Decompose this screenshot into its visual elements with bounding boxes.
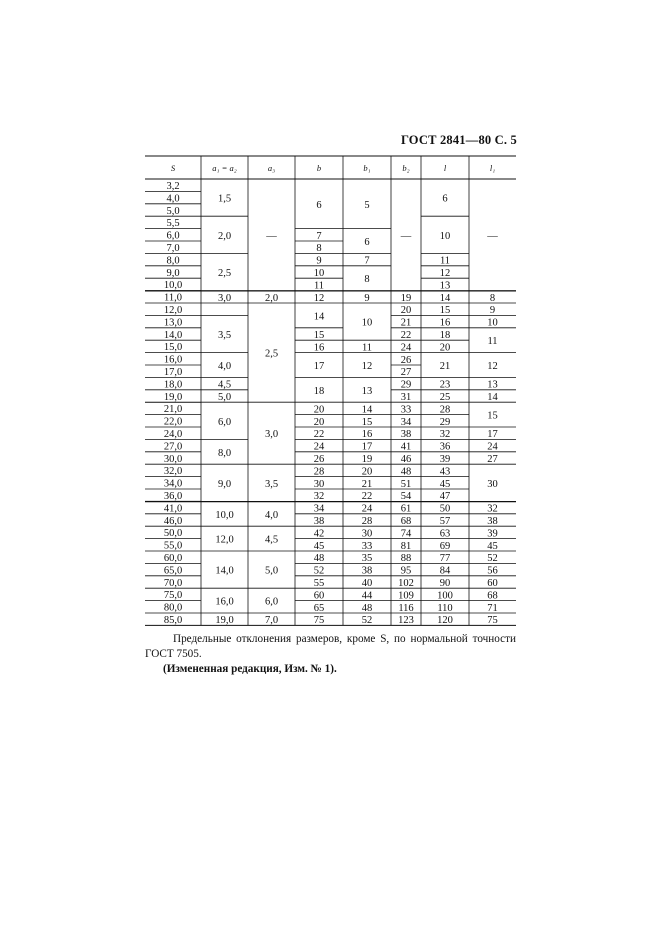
table-cell-value: 30: [487, 478, 498, 490]
table-cell-value: 32: [487, 503, 498, 515]
table-cell-value: 88: [400, 553, 412, 565]
table-cell-value: 10: [313, 268, 325, 279]
table-cell-value: 6: [442, 193, 448, 205]
table-cell-value: 16,0: [215, 596, 234, 608]
table-cell-value: 60: [487, 578, 498, 589]
table-cell-value: 56: [487, 565, 498, 577]
size-s-value: 60,0: [163, 553, 183, 564]
table-cell-value: 12: [487, 361, 498, 372]
table-cell-value: 100: [437, 590, 453, 602]
table-cell-value: 22: [361, 491, 373, 503]
table-cell-value: 28: [439, 404, 451, 416]
table-cell-value: 13: [361, 385, 373, 397]
table-cell-value: 8: [364, 274, 370, 286]
table-cell-value: 3,0: [217, 292, 232, 304]
table-cell-value: 4,5: [217, 379, 232, 391]
table-cell-value: 16: [439, 317, 451, 329]
table-cell-value: 75: [487, 615, 498, 627]
table-cell-value: 20: [361, 466, 373, 478]
table-cell-value: 45: [313, 540, 325, 552]
table-cell-value: 54: [400, 491, 412, 503]
table-cell-value: 18: [313, 385, 325, 397]
size-s-value: 3,2: [166, 181, 180, 192]
table-cell-value: 28: [361, 516, 373, 527]
table-cell-value: 65: [313, 602, 325, 614]
table-cell-value: 4,5: [264, 534, 279, 546]
table-cell-value: 34: [313, 503, 325, 515]
table-cell-value: 39: [439, 454, 451, 465]
table-cell-value: 110: [437, 602, 453, 614]
size-s-value: 32,0: [163, 466, 183, 478]
table-cell-value: 10,0: [215, 509, 234, 521]
table-cell-value: 28: [313, 466, 325, 478]
table-cell-value: 4,0: [264, 509, 279, 521]
table-cell-value: 12: [313, 292, 325, 304]
table-cell-value: 32: [439, 429, 451, 441]
table-cell-value: 48: [361, 602, 373, 614]
size-s-value: 11,0: [164, 292, 182, 304]
table-cell-value: 30: [313, 478, 325, 490]
size-s-value: 30,0: [163, 453, 183, 465]
table-cell-value: 10: [487, 317, 498, 329]
size-s-value: 21,0: [163, 404, 183, 416]
table-cell-value: 63: [439, 528, 451, 540]
size-s-value: 80,0: [163, 602, 183, 614]
size-s-value: 9,0: [166, 267, 180, 279]
table-cell-value: 43: [439, 466, 451, 478]
table-cell-value: 21: [361, 478, 373, 490]
table-cell-value: 27: [487, 454, 498, 465]
size-s-value: 16,0: [163, 354, 183, 366]
table-cell-value: 60: [313, 590, 325, 602]
table-cell-value: 14: [439, 292, 451, 304]
table-cell-value: 71: [487, 602, 498, 614]
table-cell-value: 14,0: [215, 565, 234, 577]
table-cell-value: 51: [400, 478, 412, 490]
table-cell-value: 74: [400, 528, 412, 540]
column-header: S: [170, 163, 176, 173]
size-s-value: 65,0: [163, 565, 183, 577]
table-cell-value: 6: [364, 237, 370, 248]
table-cell-value: —: [266, 230, 277, 242]
table-cell-value: 90: [439, 578, 451, 589]
column-header: a₁ = a₂: [212, 163, 237, 173]
table-cell-value: 25: [439, 392, 451, 403]
table-cell-value: 120: [437, 615, 453, 627]
table-cell-value: 109: [398, 590, 414, 602]
table-cell-value: 14: [487, 392, 498, 403]
table-cell-value: 33: [400, 404, 412, 416]
table-cell-value: 95: [400, 565, 412, 577]
table-cell-value: 15: [487, 410, 498, 422]
table-cell-value: 9: [489, 305, 496, 317]
table-cell-value: 8: [316, 243, 322, 255]
table-cell-value: 45: [439, 478, 451, 490]
size-s-value: 10,0: [163, 280, 183, 292]
table-cell-value: 7,0: [264, 615, 279, 627]
table-cell-value: 7: [364, 255, 370, 267]
table-cell-value: 22: [400, 330, 412, 341]
table-cell-value: 19: [361, 454, 373, 465]
size-s-value: 12,0: [163, 305, 183, 316]
table-cell-value: 5,0: [264, 565, 279, 577]
table-cell-value: 2,0: [217, 230, 232, 242]
table-cell-value: 31: [400, 392, 412, 403]
table-cell-value: 81: [400, 540, 412, 552]
table-cell-value: 38: [487, 516, 498, 527]
table-cell-value: 52: [313, 565, 325, 577]
table-cell-value: 11: [439, 255, 451, 267]
table-cell-value: 29: [439, 416, 451, 428]
size-s-value: 34,0: [163, 478, 183, 490]
size-s-value: 46,0: [163, 515, 183, 527]
table-cell-value: 68: [487, 590, 498, 602]
table-cell-value: 6,0: [217, 416, 232, 428]
table-cell-value: 75: [313, 615, 325, 627]
table-cell-value: 5: [364, 199, 370, 211]
column-header: b: [316, 163, 322, 173]
table-cell-value: 44: [361, 590, 373, 602]
table-cell-value: 15: [439, 305, 451, 317]
table-cell-value: 6,0: [264, 596, 279, 608]
table-cell-value: 50: [439, 503, 451, 515]
table-cell-value: 29: [400, 379, 412, 391]
table-cell-value: 14: [313, 311, 325, 323]
table-cell-value: 38: [400, 429, 412, 441]
size-s-value: 19,0: [163, 391, 183, 403]
table-cell-value: 18: [439, 330, 451, 341]
table-cell-value: 12: [361, 361, 373, 372]
size-s-value: 24,0: [163, 429, 183, 440]
table-cell-value: 9,0: [217, 478, 232, 490]
table-cell-value: 21: [439, 361, 451, 372]
table-cell-value: 20: [313, 416, 325, 428]
table-cell-value: 21: [400, 317, 412, 329]
table-cell-value: 48: [313, 553, 325, 565]
table-cell-value: 68: [400, 516, 412, 527]
table-cell-value: —: [487, 230, 498, 242]
table-cell-value: 6: [316, 199, 322, 211]
table-cell-value: 10: [439, 230, 451, 242]
table-cell-value: 123: [398, 615, 414, 627]
table-cell-value: 24: [487, 441, 498, 453]
size-s-value: 85,0: [163, 615, 183, 626]
column-header: l: [443, 163, 447, 173]
size-s-value: 18,0: [163, 379, 183, 391]
table-cell-value: 12: [439, 268, 451, 279]
table-cell-value: 17: [313, 361, 325, 372]
revision-note: (Измененная редакция, Изм. № 1).: [163, 663, 337, 675]
table-cell-value: 3,0: [264, 429, 279, 441]
table-cell-value: 13: [487, 379, 498, 391]
size-s-value: 75,0: [163, 590, 183, 602]
table-cell-value: 36: [439, 441, 451, 453]
table-cell-value: 55: [313, 578, 325, 589]
table-cell-value: 27: [400, 367, 412, 379]
column-header: b₂: [402, 163, 410, 173]
column-header: l₁: [489, 163, 496, 173]
column-header: a₃: [267, 163, 276, 173]
table-cell-value: 40: [361, 578, 373, 589]
table-cell-value: —: [400, 230, 412, 242]
size-s-value: 70,0: [163, 577, 183, 589]
page-header: ГОСТ 2841—80 С. 5: [400, 133, 517, 147]
size-s-value: 7,0: [166, 243, 180, 254]
table-cell-value: 35: [361, 553, 373, 565]
size-s-value: 5,5: [166, 218, 180, 230]
table-cell-value: 2,0: [264, 292, 279, 304]
table-cell-value: 2,5: [217, 268, 232, 279]
table-cell-value: 52: [361, 615, 373, 627]
size-s-value: 4,0: [166, 193, 180, 205]
table-cell-value: 9: [316, 255, 322, 267]
size-s-value: 41,0: [163, 503, 183, 515]
table-cell-value: 11: [313, 280, 325, 292]
table-cell-value: 3,5: [217, 330, 232, 341]
table-cell-value: 16: [313, 342, 325, 354]
size-s-value: 13,0: [163, 317, 183, 329]
table-cell-value: 4,0: [217, 361, 232, 372]
size-s-value: 55,0: [163, 540, 183, 552]
table-cell-value: 48: [400, 466, 412, 478]
table-cell-value: 24: [313, 441, 325, 453]
table-cell-value: 34: [400, 416, 412, 428]
table-cell-value: 15: [313, 330, 325, 341]
table-cell-value: 38: [313, 516, 325, 527]
table-cell-value: 26: [313, 454, 325, 465]
table-cell-value: 22: [313, 429, 325, 441]
table-cell-value: 23: [439, 379, 451, 391]
table-cell-value: 32: [313, 491, 325, 503]
size-s-value: 8,0: [166, 255, 180, 267]
size-s-value: 36,0: [163, 491, 183, 502]
column-header: b₁: [363, 163, 371, 173]
size-s-value: 50,0: [163, 528, 183, 540]
table-cell-value: 2,5: [264, 348, 279, 360]
table-cell-value: 9: [364, 292, 370, 304]
size-s-value: 17,0: [163, 367, 183, 378]
table-cell-value: 11: [487, 336, 498, 348]
table-cell-value: 84: [439, 565, 451, 577]
table-cell-value: 39: [487, 528, 498, 540]
table-cell-value: 20: [439, 342, 451, 354]
table-cell-value: 46: [400, 454, 412, 465]
table-cell-value: 77: [439, 553, 451, 565]
table-cell-value: 42: [313, 528, 325, 540]
table-cell-value: 8,0: [217, 447, 232, 459]
table-cell-value: 41: [400, 441, 412, 453]
table-cell-value: 116: [398, 602, 414, 614]
table-cell-value: 14: [361, 404, 373, 416]
table-cell-value: 13: [439, 280, 451, 292]
table-cell-value: 102: [398, 578, 414, 589]
deviation-note: Предельные отклонения размеров, кроме S, по нормальной точности ГОСТ 7505.: [145, 633, 516, 660]
table-cell-value: 30: [361, 528, 373, 540]
table-cell-value: 57: [439, 516, 451, 527]
table-cell-value: 20: [313, 404, 325, 416]
table-cell-value: 7: [316, 230, 322, 242]
table-cell-value: 47: [439, 491, 451, 503]
table-cell-value: 26: [400, 354, 412, 366]
table-cell-value: 17: [487, 429, 498, 441]
table-cell-value: 8: [489, 292, 496, 304]
table-cell-value: 52: [487, 553, 498, 565]
table-cell-value: 61: [400, 503, 412, 515]
size-s-value: 22,0: [163, 416, 183, 428]
size-s-value: 14,0: [163, 329, 183, 341]
table-cell-value: 19: [400, 292, 412, 304]
table-cell-value: 33: [361, 540, 373, 552]
table-cell-value: 1,5: [217, 193, 232, 205]
table-cell-value: 15: [361, 416, 373, 428]
size-s-value: 5,0: [166, 205, 180, 217]
size-s-value: 6,0: [166, 230, 180, 242]
table-cell-value: 69: [439, 540, 451, 552]
table-cell-value: 10: [361, 317, 373, 329]
table-cell-value: 24: [400, 342, 412, 354]
table-cell-value: 12,0: [215, 534, 234, 546]
table-cell-value: 45: [487, 540, 498, 552]
size-s-value: 15,0: [163, 342, 183, 354]
size-s-value: 27,0: [163, 441, 183, 453]
table-cell-value: 24: [361, 503, 373, 515]
table-cell-value: 17: [361, 441, 373, 453]
table-cell-value: 19,0: [215, 615, 234, 627]
table-cell-value: 11: [361, 342, 373, 354]
table-cell-value: 5,0: [217, 392, 232, 403]
table-cell-value: 20: [400, 305, 412, 317]
table-cell-value: 16: [361, 429, 373, 441]
table-cell-value: 3,5: [264, 478, 279, 490]
table-cell-value: 38: [361, 565, 373, 577]
